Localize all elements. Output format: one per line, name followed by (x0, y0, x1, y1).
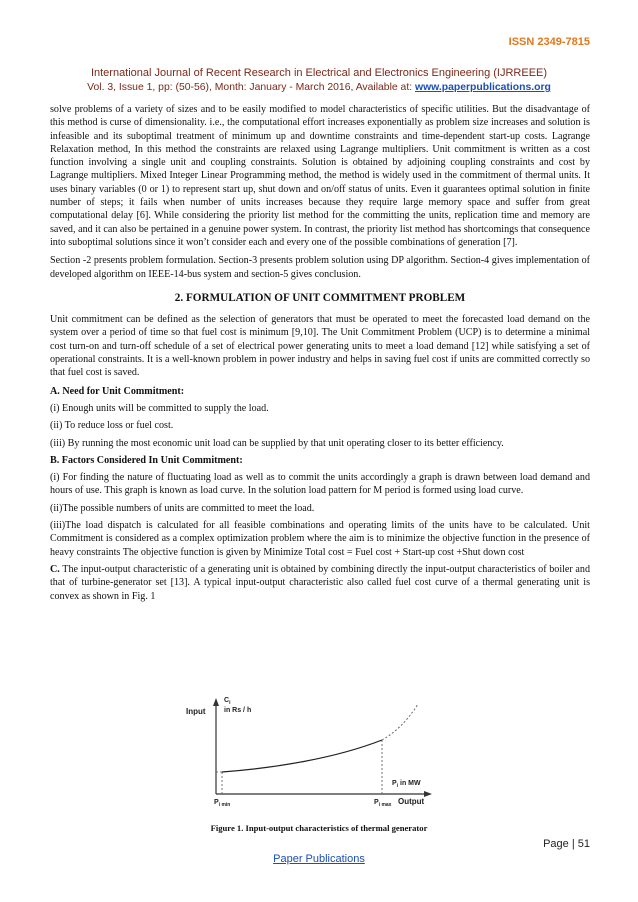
paragraph-methods: solve problems of a variety of sizes and to be easily modified to model characteristics of specific utilities. But the disadvantage of this method is curse of dimensionality. i.e., the computational effort increases exponentially as problem size increases and solution is infeasible and its suboptimal treatment of minimum up and downtime constraints and time-dependent start-up costs. Lagrange Relaxation method, In this method the constraints are relaxed using Lagrange multipliers. Unit commitment is written as a cost function involving a single unit and coupling constraints. Solution is obtained by adjoining coupling constraints and cost by Lagrange multipliers. Mixed Integer Linear Programming method, the method is widely used in the commitment of thermal units. It uses binary variables (0 or 1) to represent start up, shut down and on/off status of units. Even it guarantees optimal solution in finite number of steps; it fails when number of units increases because they require large memory space and suffer from great computational delay [6]. While considering the priority list method for the committing the units, replication time and memory are saved, and it can also be pertained in a genuine power system. In contrast, the priority list method has shortcomings that consequence into suboptimal solutions since it won’t consider each and every one of the possible combinations of generation [7]. (50, 104, 590, 248)
pmax-label: $P_{i max}$ (374, 799, 392, 808)
list-item-need-2: (ii) To reduce loss or fuel cost. (50, 420, 174, 432)
pmin-label: $P_{i min}$ (214, 799, 231, 808)
page-number: Page | 51 (543, 838, 590, 850)
curve-label: $C_i$ (224, 697, 231, 706)
section-heading: 2. FORMULATION OF UNIT COMMITMENT PROBLEM (174, 291, 466, 304)
subheading-c: C. (50, 563, 60, 575)
list-item-need-1: (i) Enough units will be committed to supply the load. (50, 402, 269, 414)
list-item-factor-2: (ii)The possible numbers of units are committed to meet the load. (50, 502, 315, 514)
issn-label: ISSN 2349-7815 (508, 36, 590, 48)
journal-url-link[interactable]: www.paperpublications.org (415, 82, 551, 93)
io-characteristic-text: The input-output characteristic of a generating unit is obtained by combining directly the input-output characteristics of boiler and that of turbine-generator set [13]. A typical input-output characteristic also called fuel cost curve of a thermal generating unit is convex as shown in Fig. 1 (50, 563, 590, 602)
volume-text: Vol. 3, Issue 1, pp: (50-56), Month: January - March 2016, Available at: (87, 82, 415, 93)
volume-info (0, 82, 638, 93)
journal-title: International Journal of Recent Research in Electrical and Electronics Engineering (IJRREEE) (90, 67, 548, 79)
paragraph-uc-definition: Unit commitment can be defined as the selection of generators that must be operated to meet the forecasted load demand on the system over a period of time so that fuel cost is minimum [9,10]. The Unit Commitment Problem (UCP) is to determine a minimal cost turn-on and turn-off schedule of a set of electrical power generating units to meet a load demand [12] while satisfying a set of operational constraints. It is a well-known problem in power industry and helps in saving fuel cost if units are committed correctly so that fuel cost is saved. (50, 314, 590, 379)
subheading-factors: B. Factors Considered In Unit Commitment: (50, 454, 243, 466)
figure-io-characteristic (186, 692, 456, 810)
list-item-factor-1: (i) For finding the nature of fluctuating load as well as to commit the units accordingly a graph is drawn between load demand and hours of use. This graph is known as load curve. In the solution load pattern for M period is formed using load curve. (50, 472, 590, 497)
list-item-factor-3: (iii)The load dispatch is calculated for all feasible combinations and operating limits of the units have to be calculated. Unit Commitment is considered as a complex optimization problem where the aim is to minimize the objective function in the presence of heavy constraints The objective function is given by Minimize Total cost = Fuel cost + Start-up cost +Shut down cost (50, 520, 590, 558)
x-axis-label: Output (398, 797, 425, 806)
paragraph-sections: Section -2 presents problem formulation. Section-3 presents problem solution using DP algorithm. Section-4 gives implementation of developed algorithm on IEEE-14-bus system and section-5 gives conclusion. (50, 255, 590, 280)
article-body (50, 103, 590, 608)
y-axis-label: Input (186, 707, 206, 716)
paragraph-io-characteristic (50, 563, 590, 603)
power-label: $P_i$ in MW (392, 780, 421, 789)
curve-unit-label: in Rs / h (224, 707, 252, 714)
publisher-link[interactable]: Paper Publications (273, 853, 365, 865)
figure-caption: Figure 1. Input-output characteristics of thermal generator (210, 823, 428, 833)
list-item-need-3: (iii) By running the most economic unit load can be supplied by that unit operating closer to its better efficiency. (50, 437, 504, 449)
subheading-need: A. Need for Unit Commitment: (50, 385, 185, 397)
